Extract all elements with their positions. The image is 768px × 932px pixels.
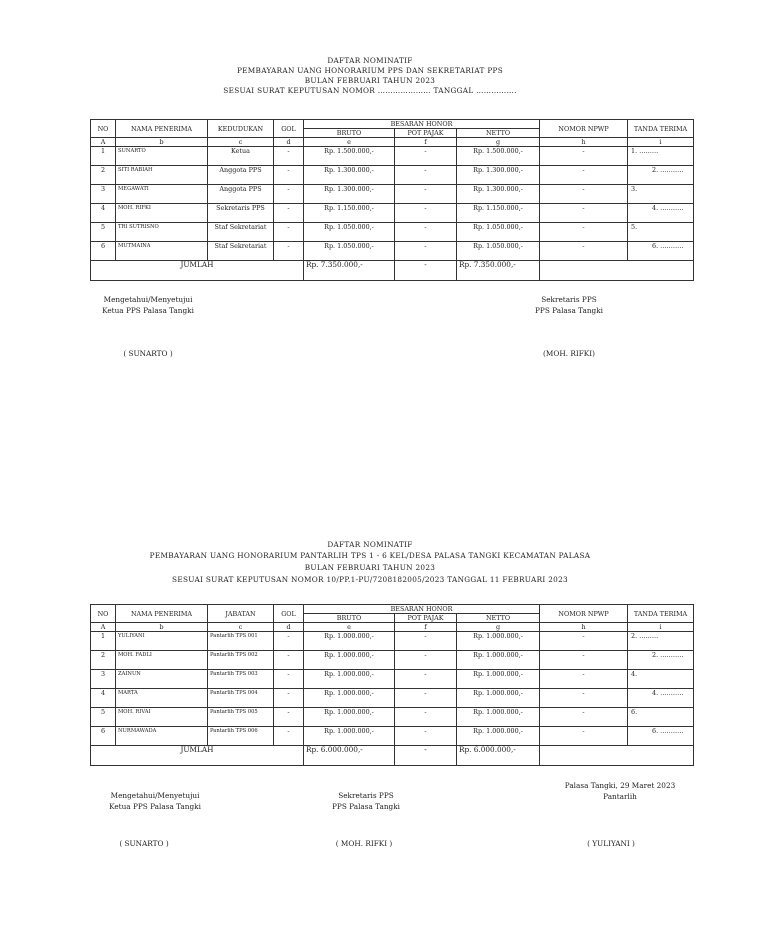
row-bruto: Rp. 1.050.000,-	[304, 223, 395, 242]
row-bruto: Rp. 1.000.000,-	[304, 689, 395, 708]
total-netto: Rp. 7.350.000,-	[457, 261, 540, 281]
table-row	[91, 204, 694, 223]
row-name: SUNARTO	[116, 147, 208, 166]
letter-cell: i	[628, 138, 694, 147]
row-gol: -	[274, 185, 304, 204]
row-npwp: -	[540, 632, 628, 651]
row-netto: Rp. 1.300.000,-	[457, 166, 540, 185]
doc2-table	[90, 604, 694, 766]
table-row	[91, 651, 694, 670]
table-row	[91, 185, 694, 204]
doc2-title-line: SESUAI SURAT KEPUTUSAN NOMOR 10/PP.1-PU/7208182005/2023 TANGGAL 11 FEBRUARI 2023	[172, 575, 568, 584]
letter-cell: c	[208, 138, 274, 147]
row-sign: 1. ………	[628, 147, 694, 166]
row-gol: -	[274, 670, 304, 689]
row-no: 4	[91, 689, 116, 708]
total-netto: Rp. 6.000.000,-	[457, 746, 540, 766]
letter-cell: b	[116, 138, 208, 147]
row-netto: Rp. 1.050.000,-	[457, 242, 540, 261]
table-row	[91, 689, 694, 708]
row-npwp: -	[540, 242, 628, 261]
letter-row	[91, 623, 694, 632]
row-gol: -	[274, 651, 304, 670]
row-pajak: -	[395, 147, 457, 166]
row-gol: -	[274, 632, 304, 651]
row-name: SITI RABIAH	[116, 166, 208, 185]
row-gol: -	[274, 147, 304, 166]
row-pajak: -	[395, 727, 457, 746]
row-name: MEGAWATI	[116, 185, 208, 204]
letter-cell: e	[304, 623, 395, 632]
letter-cell: e	[304, 138, 395, 147]
row-netto: Rp. 1.000.000,-	[457, 670, 540, 689]
row-role: Pantarlih TPS 001	[208, 632, 274, 651]
row-name: ZAINUN	[116, 670, 208, 689]
table-row	[91, 670, 694, 689]
row-gol: -	[274, 242, 304, 261]
letter-cell: f	[395, 138, 457, 147]
letter-cell: h	[540, 138, 628, 147]
row-name: MOH. RIFKI	[116, 204, 208, 223]
row-bruto: Rp. 1.300.000,-	[304, 166, 395, 185]
row-no: 2	[91, 651, 116, 670]
row-role: Pantarlih TPS 002	[208, 651, 274, 670]
row-no: 5	[91, 223, 116, 242]
row-no: 1	[91, 632, 116, 651]
row-name: MOH. FADLI	[116, 651, 208, 670]
letter-cell: d	[274, 138, 304, 147]
row-pajak: -	[395, 632, 457, 651]
row-netto: Rp. 1.000.000,-	[457, 708, 540, 727]
doc1-table	[90, 119, 694, 281]
row-npwp: -	[540, 670, 628, 689]
row-npwp: -	[540, 689, 628, 708]
header-besaran: BESARAN HONOR	[304, 120, 540, 129]
row-no: 6	[91, 727, 116, 746]
row-no: 3	[91, 185, 116, 204]
row-name: YULIYANI	[116, 632, 208, 651]
doc2-title-line: BULAN FEBRUARI TAHUN 2023	[304, 563, 436, 572]
place-date: Palasa Tangki, 29 Maret 2023	[564, 781, 676, 790]
table-row	[91, 166, 694, 185]
sign-line: Ketua PPS Palasa Tangki	[109, 802, 201, 811]
header-tanda: TANDA TERIMA	[628, 120, 694, 138]
row-no: 6	[91, 242, 116, 261]
doc1-sign-right-name: (MOH. RIFKI)	[543, 349, 595, 358]
row-sign: 2. ………	[628, 632, 694, 651]
doc1-title-line: PEMBAYARAN UANG HONORARIUM PPS DAN SEKRETARIAT PPS	[236, 66, 504, 75]
row-netto: Rp. 1.300.000,-	[457, 185, 540, 204]
sign-line: PPS Palasa Tangki	[535, 306, 603, 315]
row-role: Sekretaris PPS	[208, 204, 274, 223]
doc2-sign-right-name: ( YULIYANI )	[587, 839, 635, 848]
header-no: NO	[91, 605, 116, 623]
row-role: Staf Sekretariat	[208, 223, 274, 242]
row-name: MOH. RIVAI	[116, 708, 208, 727]
row-sign: 3.	[628, 185, 694, 204]
row-bruto: Rp. 1.300.000,-	[304, 185, 395, 204]
row-pajak: -	[395, 204, 457, 223]
row-bruto: Rp. 1.500.000,-	[304, 147, 395, 166]
doc2-title-block	[0, 540, 740, 585]
row-pajak: -	[395, 708, 457, 727]
total-empty	[540, 261, 694, 281]
row-sign: 2. ………..	[628, 166, 694, 185]
row-bruto: Rp. 1.000.000,-	[304, 670, 395, 689]
row-name: MUTMAINA	[116, 242, 208, 261]
row-no: 2	[91, 166, 116, 185]
row-no: 4	[91, 204, 116, 223]
row-gol: -	[274, 223, 304, 242]
row-bruto: Rp. 1.050.000,-	[304, 242, 395, 261]
doc1-title-line: SESUAI SURAT KEPUTUSAN NOMOR ………………… TANGGAL …………….	[223, 86, 517, 95]
doc2-sign-left-name: ( SUNARTO )	[119, 839, 169, 848]
doc2-title-line: DAFTAR NOMINATIF	[327, 540, 413, 549]
sign-line: Sekretaris PPS	[338, 791, 394, 800]
header-bruto: BRUTO	[304, 614, 395, 623]
sign-line: Pantarlih	[603, 792, 637, 801]
header-tanda: TANDA TERIMA	[628, 605, 694, 623]
doc2-sign-mid	[300, 790, 432, 812]
row-role: Pantarlih TPS 006	[208, 727, 274, 746]
row-npwp: -	[540, 166, 628, 185]
row-sign: 4.	[628, 670, 694, 689]
row-npwp: -	[540, 651, 628, 670]
row-npwp: -	[540, 727, 628, 746]
total-bruto: Rp. 6.000.000,-	[304, 746, 395, 766]
row-name: NURMAWADA	[116, 727, 208, 746]
total-label: JUMLAH	[91, 261, 304, 281]
row-pajak: -	[395, 166, 457, 185]
row-npwp: -	[540, 708, 628, 727]
header-npwp: NOMOR NPWP	[540, 120, 628, 138]
row-role: Pantarlih TPS 004	[208, 689, 274, 708]
doc1-sign-left-name: ( SUNARTO )	[123, 349, 173, 358]
row-gol: -	[274, 708, 304, 727]
row-npwp: -	[540, 147, 628, 166]
header-netto: NETTO	[457, 129, 540, 138]
row-netto: Rp. 1.050.000,-	[457, 223, 540, 242]
row-role: Staf Sekretariat	[208, 242, 274, 261]
row-gol: -	[274, 166, 304, 185]
letter-cell: A	[91, 623, 116, 632]
row-no: 3	[91, 670, 116, 689]
row-pajak: -	[395, 651, 457, 670]
total-label: JUMLAH	[91, 746, 304, 766]
doc1-sign-right	[503, 294, 635, 316]
row-sign: 4. ………..	[628, 204, 694, 223]
header-netto: NETTO	[457, 614, 540, 623]
total-pajak: -	[395, 261, 457, 281]
row-role: Anggota PPS	[208, 166, 274, 185]
row-bruto: Rp. 1.000.000,-	[304, 651, 395, 670]
letter-row	[91, 138, 694, 147]
row-sign: 6. ………..	[628, 242, 694, 261]
row-netto: Rp. 1.150.000,-	[457, 204, 540, 223]
row-sign: 4. ………..	[628, 689, 694, 708]
row-sign: 5.	[628, 223, 694, 242]
total-pajak: -	[395, 746, 457, 766]
header-gol: GOL	[274, 605, 304, 623]
row-role: Anggota PPS	[208, 185, 274, 204]
letter-cell: f	[395, 623, 457, 632]
header-pajak: POT PAJAK	[395, 614, 457, 623]
row-role: Pantarlih TPS 003	[208, 670, 274, 689]
table-row	[91, 708, 694, 727]
row-pajak: -	[395, 242, 457, 261]
total-empty	[540, 746, 694, 766]
table-row	[91, 632, 694, 651]
row-bruto: Rp. 1.150.000,-	[304, 204, 395, 223]
sign-line: PPS Palasa Tangki	[332, 802, 400, 811]
total-row	[91, 261, 694, 281]
doc2-sign-left	[89, 790, 221, 812]
row-gol: -	[274, 689, 304, 708]
header-jabatan: JABATAN	[208, 605, 274, 623]
row-bruto: Rp. 1.000.000,-	[304, 727, 395, 746]
header-gol: GOL	[274, 120, 304, 138]
header-npwp: NOMOR NPWP	[540, 605, 628, 623]
header-besaran: BESARAN HONOR	[304, 605, 540, 614]
header-kedudukan: KEDUDUKAN	[208, 120, 274, 138]
letter-cell: A	[91, 138, 116, 147]
doc1-title-block	[0, 56, 740, 96]
doc2-sign-mid-name: ( MOH. RIFKI )	[335, 839, 393, 848]
header-nama: NAMA PENERIMA	[116, 120, 208, 138]
row-no: 1	[91, 147, 116, 166]
row-pajak: -	[395, 223, 457, 242]
total-bruto: Rp. 7.350.000,-	[304, 261, 395, 281]
letter-cell: d	[274, 623, 304, 632]
row-sign: 6.	[628, 708, 694, 727]
row-netto: Rp. 1.500.000,-	[457, 147, 540, 166]
letter-cell: g	[457, 138, 540, 147]
sign-line: Sekretaris PPS	[541, 295, 597, 304]
row-npwp: -	[540, 185, 628, 204]
row-no: 5	[91, 708, 116, 727]
table-row	[91, 147, 694, 166]
letter-cell: c	[208, 623, 274, 632]
row-bruto: Rp. 1.000.000,-	[304, 632, 395, 651]
row-netto: Rp. 1.000.000,-	[457, 727, 540, 746]
table-row	[91, 242, 694, 261]
row-sign: 2. ………..	[628, 651, 694, 670]
row-pajak: -	[395, 185, 457, 204]
row-name: TRI SUTRISNO	[116, 223, 208, 242]
doc1-title-line: DAFTAR NOMINATIF	[327, 56, 413, 65]
doc1-title-line: BULAN FEBRUARI TAHUN 2023	[304, 76, 436, 85]
header-no: NO	[91, 120, 116, 138]
row-bruto: Rp. 1.000.000,-	[304, 708, 395, 727]
sign-line: Ketua PPS Palasa Tangki	[102, 306, 194, 315]
doc2-place-date	[540, 780, 700, 802]
letter-cell: i	[628, 623, 694, 632]
row-pajak: -	[395, 670, 457, 689]
sign-line: Mengetahui/Menyetujui	[103, 295, 193, 304]
row-netto: Rp. 1.000.000,-	[457, 689, 540, 708]
letter-cell: b	[116, 623, 208, 632]
table-row	[91, 223, 694, 242]
row-gol: -	[274, 727, 304, 746]
sign-line: Mengetahui/Menyetujui	[110, 791, 200, 800]
table-row	[91, 727, 694, 746]
row-npwp: -	[540, 204, 628, 223]
row-role: Ketua	[208, 147, 274, 166]
row-netto: Rp. 1.000.000,-	[457, 632, 540, 651]
header-nama: NAMA PENERIMA	[116, 605, 208, 623]
doc1-sign-left	[82, 294, 214, 316]
row-name: MARTA	[116, 689, 208, 708]
row-pajak: -	[395, 689, 457, 708]
header-pajak: POT PAJAK	[395, 129, 457, 138]
row-netto: Rp. 1.000.000,-	[457, 651, 540, 670]
total-row	[91, 746, 694, 766]
row-role: Pantarlih TPS 005	[208, 708, 274, 727]
letter-cell: g	[457, 623, 540, 632]
header-bruto: BRUTO	[304, 129, 395, 138]
doc2-title-line: PEMBAYARAN UANG HONORARIUM PANTARLIH TPS 1 - 6 KEL/DESA PALASA TANGKI KECAMATAN PALASA	[149, 551, 591, 560]
row-sign: 6. ………..	[628, 727, 694, 746]
row-npwp: -	[540, 223, 628, 242]
row-gol: -	[274, 204, 304, 223]
letter-cell: h	[540, 623, 628, 632]
